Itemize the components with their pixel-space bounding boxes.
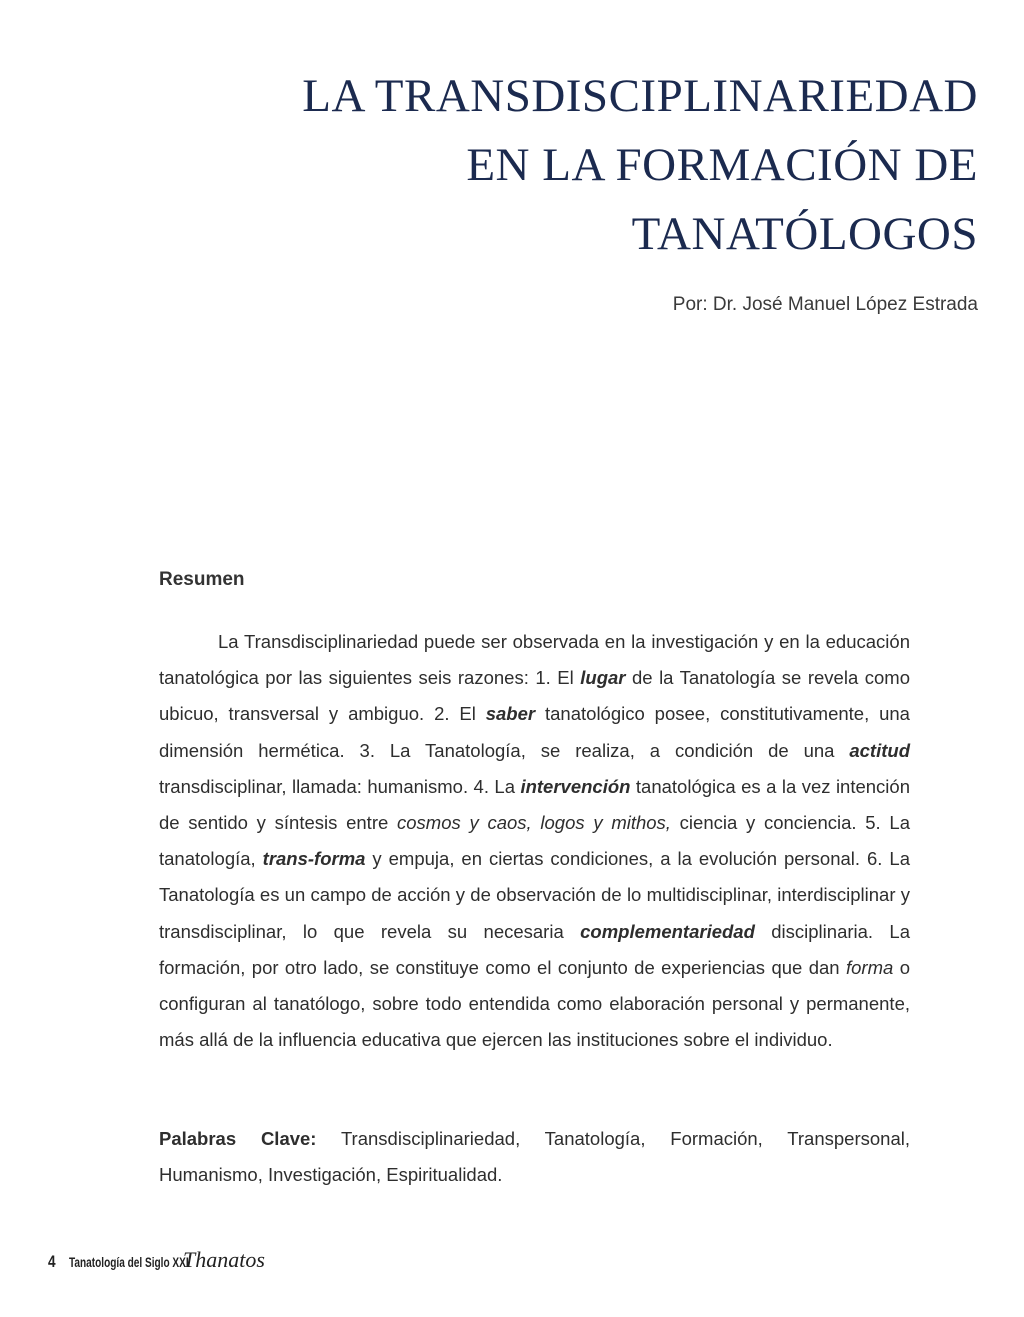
title-line-2: EN LA FORMACIÓN DE: [466, 139, 978, 191]
abstract-text-8: disciplinaria. La formación, por otro lado, se constituye como el conjunto de experiencias que dan: [159, 920, 910, 978]
abstract-heading: Resumen: [159, 569, 245, 590]
abstract-text-5: tanatológica es a la vez intención de sentido y síntesis entre: [159, 775, 910, 834]
abstract-italic-cosmos: cosmos y caos, logos y mithos,: [397, 812, 671, 834]
abstract-text-4: transdisciplinar, llamada: humanismo. 4. La: [159, 775, 521, 797]
page-number: 4: [48, 1252, 56, 1271]
title-line-3: TANATÓLOGOS: [631, 208, 978, 260]
author-byline: Por: Dr. José Manuel López Estrada: [672, 294, 978, 315]
article-title: [158, 62, 978, 269]
abstract-keyword-complementariedad: complementariedad: [580, 920, 755, 942]
page-footer: [48, 1247, 265, 1273]
keywords-list: Transdisciplinariedad, Tanatología, Formación, Transpersonal, Humanismo, Investigación, Espiritualidad.: [159, 1128, 910, 1186]
abstract-text-6: ciencia y conciencia. 5. La tanatología,: [159, 812, 910, 870]
abstract-text-2: de la Tanatología se revela como ubicuo, transversal y ambiguo. 2. El: [159, 667, 910, 725]
abstract-text-3: tanatológico posee, constitutivamente, una dimensión hermética. 3. La Tanatología, se realiza, a condición de una: [159, 703, 910, 761]
keywords-label: Palabras Clave:: [159, 1128, 317, 1149]
abstract-text-7: y empuja, en ciertas condiciones, a la evolución personal. 6. La Tanatología es un campo de acción y de observación de lo multidisciplinar, interdisciplinar y transdisciplinar, lo que revela su necesaria: [159, 848, 910, 942]
thanatos-logo: Thanatos: [183, 1247, 265, 1272]
journal-name: Tanatología del Siglo XXI: [69, 1254, 189, 1270]
abstract-paragraph: [159, 624, 910, 1058]
keywords-paragraph: [159, 1121, 910, 1193]
abstract-keyword-intervencion: intervención: [520, 775, 631, 797]
abstract-keyword-lugar: lugar: [580, 667, 626, 689]
abstract-keyword-trans-forma: trans-forma: [262, 848, 366, 870]
abstract-text-1: La Transdisciplinariedad puede ser observada en la investigación y en la educación tanatológica por las siguientes seis razones: 1. El: [159, 631, 910, 689]
title-line-1: LA TRANSDISCIPLINARIEDAD: [302, 70, 978, 122]
abstract-keyword-actitud: actitud: [849, 739, 910, 761]
abstract-keyword-saber: saber: [485, 703, 536, 725]
abstract-italic-forma: forma: [846, 956, 894, 978]
abstract-text-9: o configuran al tanatólogo, sobre todo entendida como elaboración personal y permanente, más allá de la influencia educativa que ejercen las instituciones sobre el individuo.: [159, 956, 910, 1051]
